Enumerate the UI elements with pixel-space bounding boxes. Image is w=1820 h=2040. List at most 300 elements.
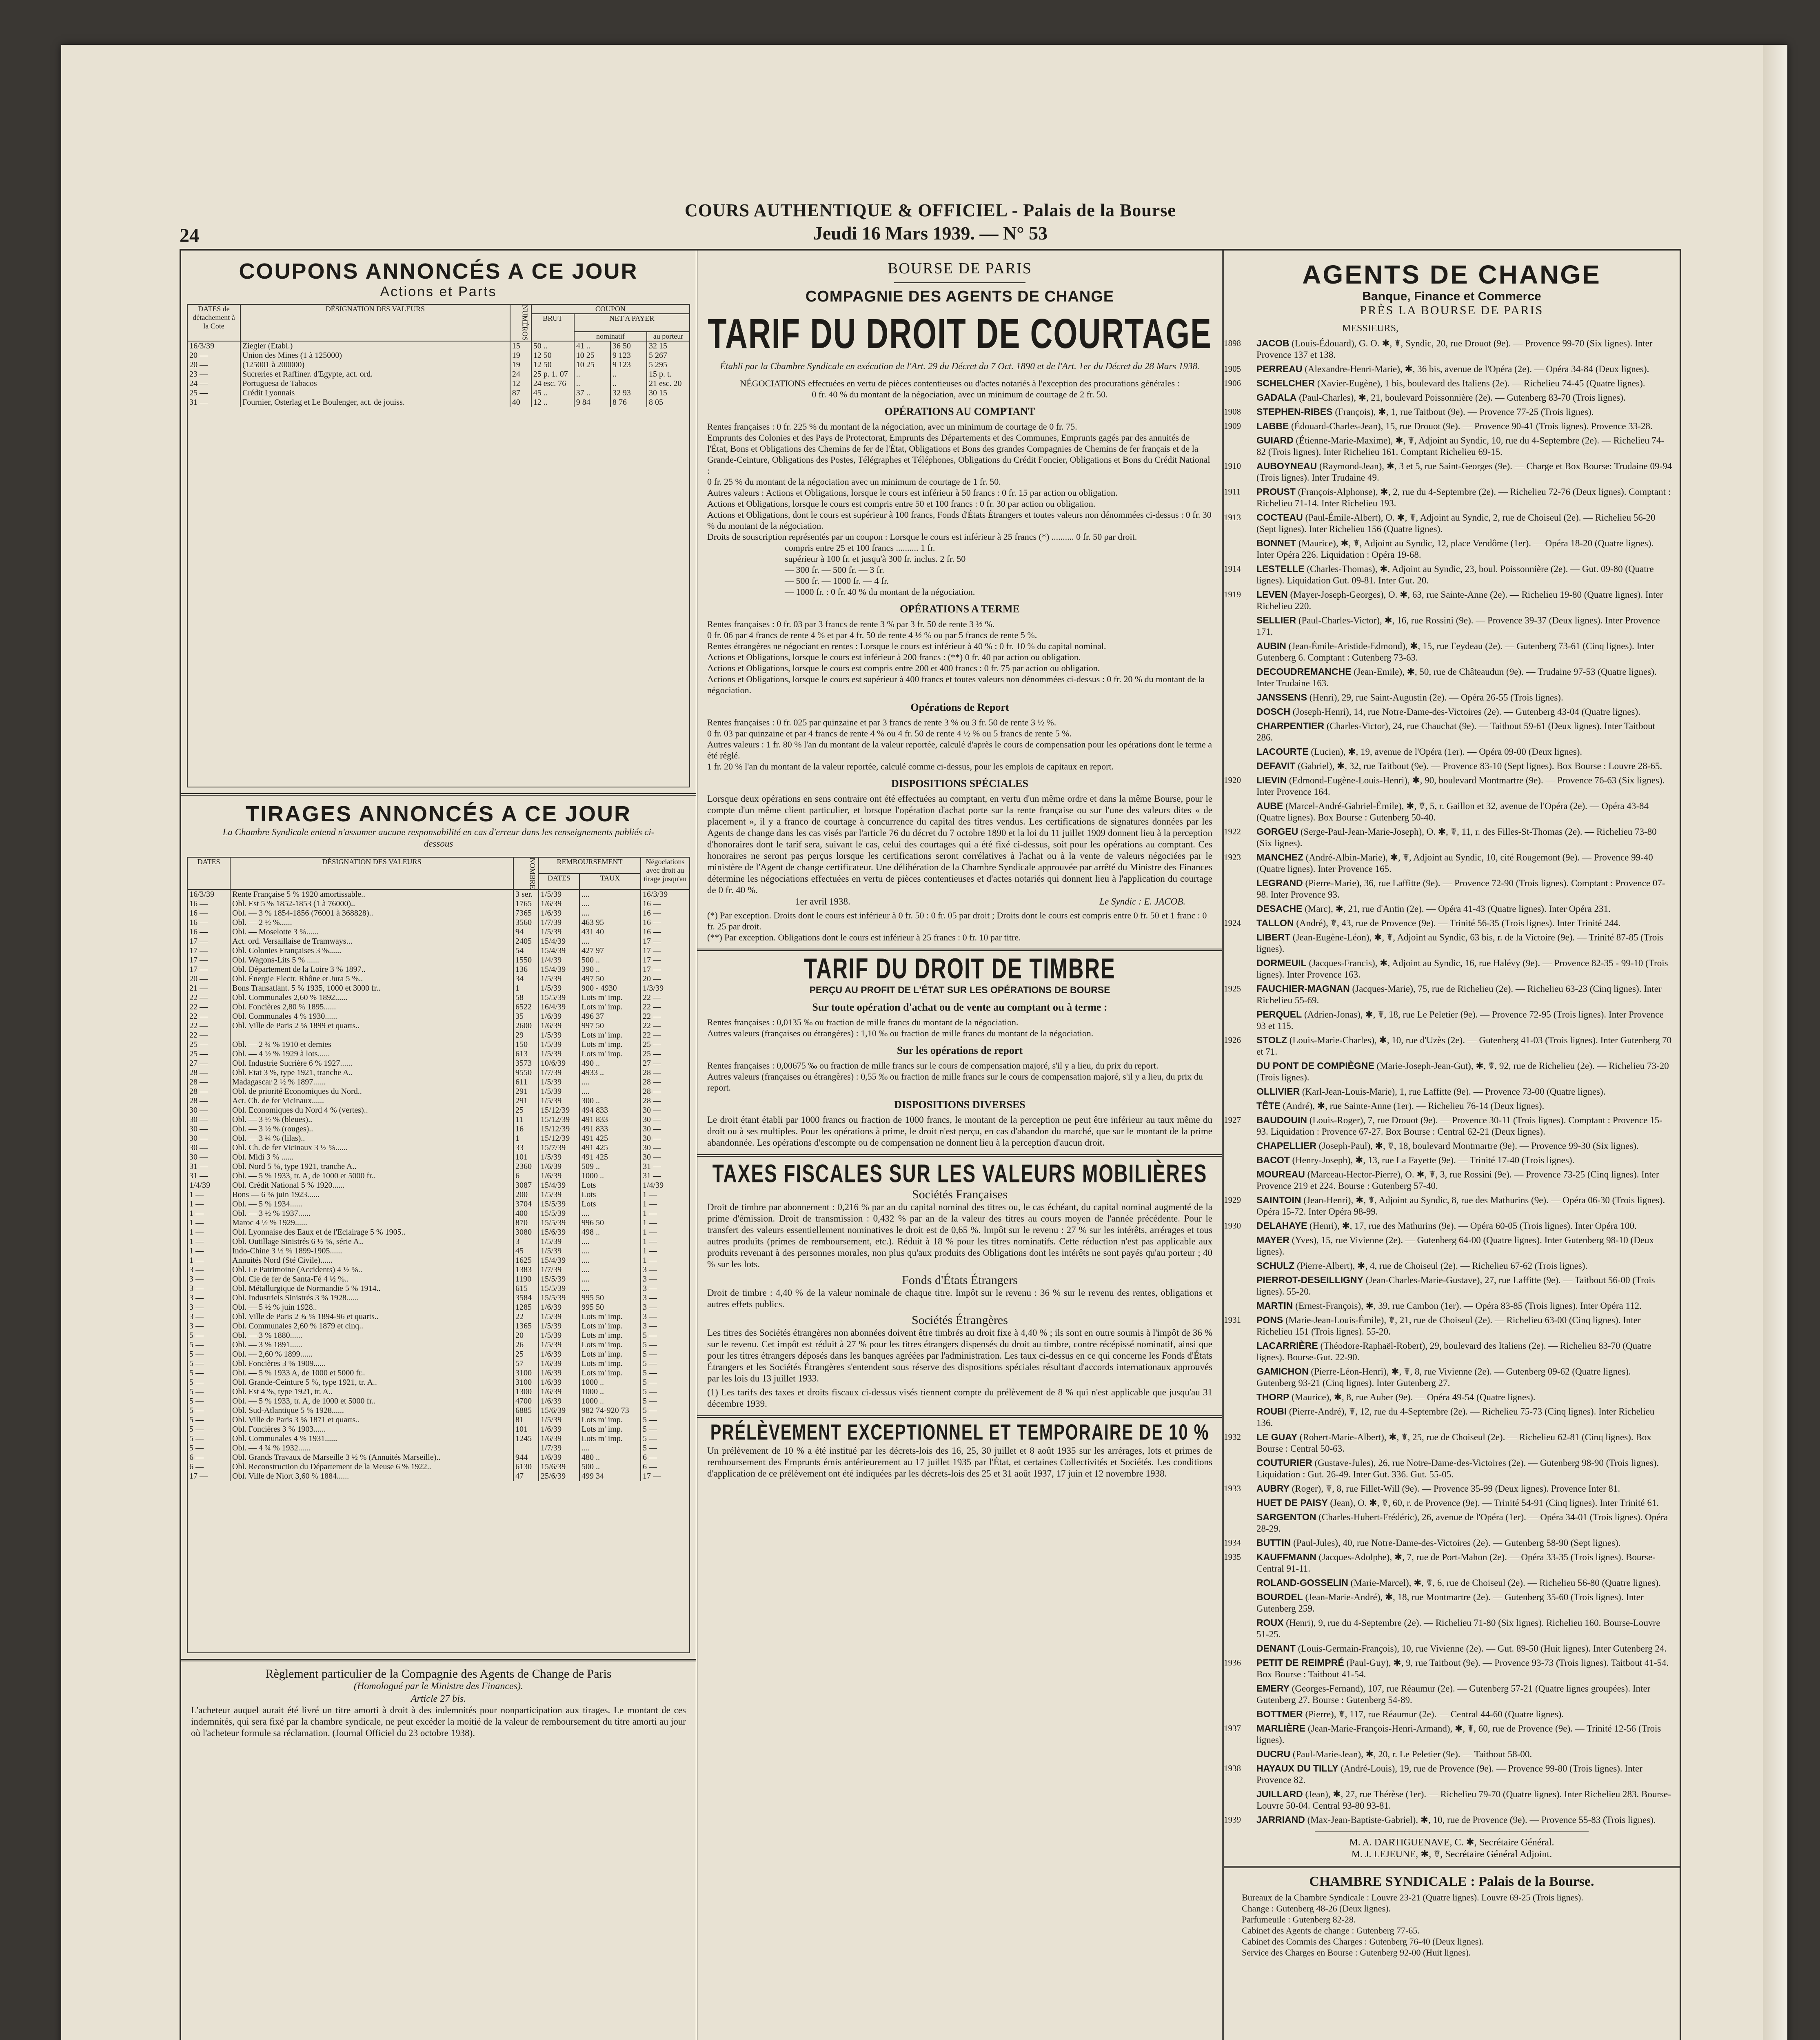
agent-text — [1256, 760, 1672, 772]
footnote: (**) Par exception. Obligations dont le cours est inférieur à 25 francs : 0 fr. 10 par titre. — [707, 932, 1021, 942]
agent-entry — [1224, 1657, 1680, 1680]
agent-text — [1256, 1009, 1672, 1032]
coupon-cell: 45 .. — [531, 388, 574, 398]
agent-text — [1256, 486, 1672, 509]
agent-entry — [1224, 720, 1680, 743]
tirage-cell: .... — [579, 1275, 641, 1284]
tirage-cell: 300 .. — [579, 1096, 641, 1106]
tirage-cell: Obl. Communales 2,60 % 1892...... — [230, 993, 513, 1002]
tirage-row — [187, 1444, 690, 1453]
agent-details: (Charles-Victor), 24, rue Chauchat (9e). — Taitbout 59-61 (Deux lignes). Inter Taitbout 286. — [1256, 721, 1655, 743]
tirage-cell: Obl. — 4 ¾ % 1932...... — [230, 1444, 513, 1453]
tirage-cell: Obl. — 3 % 1880...... — [230, 1331, 513, 1340]
tirage-cell: 3 — — [641, 1265, 690, 1275]
tirage-cell: 613 — [513, 1049, 539, 1059]
agent-name: ROLAND-GOSSELIN — [1256, 1577, 1348, 1588]
tirage-cell: 15/12/39 — [539, 1115, 579, 1124]
tirage-cell: 25 — — [641, 1040, 690, 1049]
tirage-cell: 1/5/39 — [539, 1415, 579, 1425]
agent-entry — [1224, 1551, 1680, 1574]
tirage-cell: Obl. — 5 % 1933 A, de 1000 et 5000 fr.. — [230, 1368, 513, 1378]
col-rb-taux: TAUX — [579, 874, 641, 890]
agent-details: (André), ☤, 43, rue de Provence (9e). — Trinité 56-35 (Trois lignes). Inter Trinité 244. — [1296, 918, 1621, 928]
tirage-cell: .... — [579, 1256, 641, 1265]
agent-details: (Ernest-François), ✱, 39, rue Cambon (1er). — Opéra 83-85 (Trois lignes). Inter Opéra 112. — [1295, 1301, 1642, 1311]
tirage-row — [187, 1246, 690, 1256]
etrangeres-title: Sociétés Étrangères — [912, 1313, 1008, 1327]
tirage-cell: 54 — [513, 946, 539, 956]
coupons-table — [187, 304, 690, 407]
tirage-row — [187, 1059, 690, 1068]
tirage-row — [187, 899, 690, 909]
coupon-cell: 19 — [510, 360, 531, 370]
report-item: 0 fr. 03 par quinzaine et par 4 francs de rente 4 % ou 4 fr. 50 de rente 4 ½ % ou 5 francs de rente 5 %. — [707, 728, 1072, 738]
tirage-cell: 15/12/39 — [539, 1134, 579, 1143]
agent-details: (Xavier-Eugène), 1 bis, boulevard des Italiens (2e). — Richelieu 74-45 (Quatre lignes). — [1317, 378, 1645, 388]
tirage-cell: Obl. Énergie Electr. Rhône et Jura 5 %.. — [230, 974, 513, 984]
agent-details: (Maurice), ✱, ☤, Adjoint au Syndic, 12, place Vendôme (1er). — Opéra 18-20 (Quatre lignes). Inter Opéra 226. Liquidation : Opéra 19-68. — [1256, 538, 1654, 560]
tirage-cell: 1/5/39 — [539, 984, 579, 993]
tirage-cell: 1/6/39 — [539, 899, 579, 909]
timbre-report-item: Rentes françaises : 0,00675 ‰ ou fraction de mille francs sur le cours de compensation majoré, s'il y a lieu, du prix du report. — [707, 1060, 1159, 1071]
coupon-row — [187, 388, 690, 398]
tirage-cell: 16/4/39 — [539, 1002, 579, 1012]
tirage-cell: 3 — — [187, 1275, 230, 1284]
coupon-cell: 5 267 — [647, 351, 690, 360]
agent-name: TÊTE — [1256, 1100, 1281, 1111]
tirage-cell: 15/5/39 — [539, 1209, 579, 1218]
tirage-cell: .... — [579, 1087, 641, 1096]
negociations-rate: 0 fr. 40 % du montant de la négociation, avec un minimum de courtage de 2 fr. 50. — [812, 389, 1108, 399]
comptant-item: 0 fr. 25 % du montant de la négociation avec un minimum de courtage de 1 fr. 50. — [707, 477, 1001, 487]
tirage-cell: Obl. — 3 % 1854-1856 (76001 à 368828).. — [230, 909, 513, 918]
tirage-cell: 390 .. — [579, 965, 641, 974]
tirage-cell: Obl. — 5 % 1933, tr. A, de 1000 et 5000 fr.. — [230, 1397, 513, 1406]
agent-text — [1256, 460, 1672, 483]
tirage-cell: 29 — [513, 1031, 539, 1040]
agent-name: SAINTOIN — [1256, 1195, 1301, 1205]
coupon-row — [187, 341, 690, 351]
agent-details: (Pierre-André), ☤, 12, rue du 4-Septembre (2e). — Richelieu 75-73 (Cinq lignes). Inter Richelieu 136. — [1256, 1406, 1655, 1428]
coupon-cell: 10 25 — [574, 360, 610, 370]
agent-name: DEFAVIT — [1256, 761, 1296, 771]
tirage-cell: 494 833 — [579, 1106, 641, 1115]
tirage-cell: 45 — [513, 1246, 539, 1256]
tirage-cell: 1 — [513, 1134, 539, 1143]
agent-details: (Max-Jean-Baptiste-Gabriel), ✱, 10, rue de Provence (9e). — Provence 55-83 (Trois lignes). — [1307, 1815, 1656, 1825]
tirage-row — [187, 1087, 690, 1096]
tirage-cell: 27 — — [187, 1059, 230, 1068]
agent-text — [1256, 1086, 1672, 1098]
bourse-title: BOURSE DE PARIS — [888, 260, 1032, 277]
tirage-cell: 17 — — [187, 946, 230, 956]
tirage-cell: Rente Française 5 % 1920 amortissable.. — [230, 889, 513, 899]
agent-text — [1256, 706, 1672, 718]
agent-name: DORMEUIL — [1256, 958, 1307, 968]
tirage-cell: 4700 — [513, 1397, 539, 1406]
agent-details: (Yves), 15, rue Vivienne (2e). — Gutenberg 64-00 (Quatre lignes). Inter Gutenberg 98-10 (Deux lignes). — [1256, 1235, 1654, 1257]
tirage-cell: 870 — [513, 1218, 539, 1228]
agent-year: 1924 — [1224, 918, 1241, 928]
tirage-cell: 21 — — [187, 984, 230, 993]
agents-subtitle: Banque, Finance et Commerce — [1362, 290, 1541, 303]
coupon-cell: 32 93 — [610, 388, 647, 398]
tirage-cell: 491 425 — [579, 1134, 641, 1143]
agent-year: 1910 — [1224, 461, 1241, 471]
tirage-cell: Obl. — 5 % 1934...... — [230, 1200, 513, 1209]
tirage-cell: 291 — [513, 1087, 539, 1096]
tirage-cell: 996 50 — [579, 1218, 641, 1228]
agent-entry — [1224, 1788, 1680, 1812]
agent-name: DENANT — [1256, 1643, 1296, 1654]
tirage-row — [187, 1397, 690, 1406]
tirage-cell: 30 — — [187, 1124, 230, 1134]
tirage-cell: 136 — [513, 965, 539, 974]
tirage-cell: .... — [579, 1246, 641, 1256]
secretaire-general: M. A. DARTIGUENAVE, C. ✱, Secrétaire Général. — [1349, 1837, 1554, 1848]
tirage-cell: 9550 — [513, 1068, 539, 1078]
agent-name: SCHELCHER — [1256, 378, 1315, 388]
chambre-title: CHAMBRE SYNDICALE : Palais de la Bourse. — [1309, 1874, 1594, 1889]
tirage-cell: .... — [579, 1237, 641, 1246]
agent-entry — [1224, 589, 1680, 612]
agent-year: 1905 — [1224, 364, 1241, 374]
tirage-cell: Obl. Foncières 3 % 1909...... — [230, 1359, 513, 1368]
tirage-cell: 4933 .. — [579, 1068, 641, 1078]
tirage-cell: 1190 — [513, 1275, 539, 1284]
agent-entry — [1224, 1537, 1680, 1549]
tirage-cell: 5 — — [187, 1359, 230, 1368]
agent-text — [1256, 435, 1672, 458]
tirage-cell: Lots — [579, 1200, 641, 1209]
tirage-cell: 5 — — [187, 1387, 230, 1397]
agent-text — [1256, 1763, 1672, 1786]
tirages-table-spacer — [187, 1481, 690, 1653]
agent-entry — [1224, 1617, 1680, 1640]
tirage-cell: 2405 — [513, 937, 539, 946]
tirage-cell: Obl. — 3 % 1891...... — [230, 1340, 513, 1350]
tirage-row — [187, 1162, 690, 1171]
tirage-cell: 22 — — [187, 1031, 230, 1040]
tirage-cell: 1245 — [513, 1434, 539, 1444]
secretaire-adjoint: M. J. LEJEUNE, ✱, ☤, Secrétaire Général Adjoint. — [1351, 1849, 1552, 1860]
agent-name: PERQUEL — [1256, 1009, 1302, 1020]
tirage-cell: 25/6/39 — [539, 1472, 579, 1481]
tirage-cell: 17 — — [641, 956, 690, 965]
agent-entry — [1224, 1497, 1680, 1509]
tirage-cell: 15/5/39 — [539, 1284, 579, 1293]
tirage-cell: 3 — — [187, 1284, 230, 1293]
tirage-cell: 5 — — [641, 1368, 690, 1378]
agent-text — [1256, 1274, 1672, 1297]
tirage-cell: 5 — — [641, 1434, 690, 1444]
tirage-cell: 31 — — [641, 1162, 690, 1171]
tirage-cell: 3 — — [641, 1303, 690, 1312]
comptant-item: Rentes françaises : 0 fr. 225 % du montant de la négociation, avec un minimum de courtage de 0 fr. 75. — [707, 421, 1077, 432]
agent-text — [1256, 614, 1672, 638]
report-title: Opérations de Report — [910, 701, 1009, 713]
tirage-cell: 22 — — [641, 1002, 690, 1012]
tirage-cell: 6885 — [513, 1406, 539, 1415]
tirage-cell: Lots m' imp. — [579, 1031, 641, 1040]
coupon-cell: .. — [610, 370, 647, 379]
agent-text — [1256, 1551, 1672, 1574]
tirage-cell: 30 — — [641, 1106, 690, 1115]
agent-details: (Louis-Édouard), G. O. ✱, ☤, Syndic, 20, rue Drouot (9e). — Provence 99-70 (Six lignes). Inter Provence 137 et 138. — [1256, 338, 1653, 360]
agent-entry — [1224, 1114, 1680, 1138]
agent-details: (Marie-Joseph-Jean-Gut), ✱, ☤, 92, rue de Richelieu (2e). — Richelieu 73-20 (Trois lignes). — [1256, 1061, 1669, 1082]
report-item: 1 fr. 20 % l'an du montant de la valeur reportée, calculé comme ci-dessus, pour les emplois de capitaux en report. — [707, 761, 1114, 772]
agent-text — [1256, 957, 1672, 980]
tirage-row — [187, 1275, 690, 1284]
agent-details: (Paul-Marie-Jean), ✱, 20, r. Le Peletier (9e). — Taitbout 58-00. — [1292, 1749, 1532, 1759]
tirage-cell: Obl. — 5 % 1933, tr. A, de 1000 et 5000 fr.. — [230, 1171, 513, 1181]
tirage-row — [187, 1331, 690, 1340]
tirage-row — [187, 1368, 690, 1378]
terme-item: Rentes françaises : 0 fr. 03 par 3 francs de rente 3 % par 3 fr. 50 de rente 3 ½ %. — [707, 619, 995, 629]
timbre-report-item: Autres valeurs (françaises ou étrangères) : 0,55 ‰ ou fraction de mille francs sur le cours de compensation majoré, s'il y a lieu, du prix du report. — [707, 1071, 1203, 1093]
tirage-cell: 1/5/39 — [539, 1153, 579, 1162]
coupon-cell: 24 — — [187, 379, 240, 388]
tirage-row — [187, 1425, 690, 1434]
reglement-title: Règlement particulier de la Compagnie des Agents de Change de Paris — [265, 1667, 612, 1681]
tirage-cell: 1/3/39 — [641, 984, 690, 993]
agent-text — [1256, 1708, 1672, 1720]
tirage-cell: 15/6/39 — [539, 1228, 579, 1237]
tirage-cell: .... — [579, 937, 641, 946]
agent-name: BUTTIN — [1256, 1537, 1291, 1548]
tirage-cell: 28 — — [641, 1068, 690, 1078]
col-designation: DÉSIGNATION DES VALEURS — [240, 304, 510, 341]
tirage-cell: Obl. Foncières 3 % 1903...... — [230, 1425, 513, 1434]
tirage-row — [187, 1256, 690, 1265]
tirage-cell: Lots — [579, 1190, 641, 1200]
tirage-cell: 1300 — [513, 1387, 539, 1397]
tirage-cell: 15/5/39 — [539, 993, 579, 1002]
tirage-row — [187, 1153, 690, 1162]
tirage-cell: 20 — [513, 1331, 539, 1340]
etrangeres-text: Les titres des Sociétés étrangères non abonnées doivent être timbrés au droit fixe à 4,40 % ; ils sont en outre soumis à l'impôt de 36 % sur le revenu. Cet impôt est réduit à 27 % pour les titres étrangers dispensés du droit au timbre, contre récépissé nominatif, ainsi que pour les titres étrangers déposés dans les banques agréées par l'administration. Les taux ci-dessus en ce qui concerne les Fonds d'États Étrangers et les Sociétés Étrangères s'entendent sous réserve des dispositions spéciales résultant d'accords internationaux approuvés par les lois du 13 juillet 1933. — [707, 1328, 1212, 1384]
prelevement-title: PRÉLÈVEMENT EXCEPTIONNEL ET TEMPORAIRE DE 10 % — [710, 1420, 1210, 1445]
agent-name: AUBIN — [1256, 641, 1286, 651]
agent-name: BAUDOUIN — [1256, 1115, 1307, 1125]
coupon-cell: 15 — [510, 341, 531, 351]
tirage-row — [187, 1115, 690, 1124]
tirage-cell: 5 — — [641, 1350, 690, 1359]
tirage-row — [187, 1190, 690, 1200]
tirage-row — [187, 1181, 690, 1190]
agent-details: (Paul-Charles), ✱, 21, boulevard Poissonnière (2e). — Gutenberg 83-70 (Trois lignes). — [1299, 392, 1626, 403]
tirage-cell: Obl. Communales 4 % 1931...... — [230, 1434, 513, 1444]
tarif-footnotes — [697, 910, 1222, 943]
tirage-cell: .... — [579, 899, 641, 909]
tirage-cell: 3 — — [641, 1275, 690, 1284]
reglement-article: Article 27 bis. — [411, 1694, 466, 1705]
tirage-cell: 1/5/39 — [539, 1340, 579, 1350]
tirage-cell: 500 .. — [579, 1462, 641, 1472]
tirage-row — [187, 1012, 690, 1021]
agent-name: BOTTMER — [1256, 1709, 1303, 1719]
col-designation: DÉSIGNATION DES VALEURS — [230, 857, 513, 889]
tirage-cell: 27 — — [641, 1059, 690, 1068]
agent-details: (Louis-Marie-Charles), ✱, 10, rue d'Uzès (2e). — Gutenberg 41-03 (Trois lignes). Inter Gutenberg 70 et 71. — [1256, 1035, 1672, 1057]
tirage-cell: 3 — — [641, 1284, 690, 1293]
agent-details: (Marie-Jean-Louis-Émile), ☤, 21, rue de Choiseul (2e). — Richelieu 63-00 (Cinq lignes). Inter Richelieu 151 (Trois lignes). 55-20. — [1256, 1315, 1641, 1337]
agent-entry — [1224, 1034, 1680, 1058]
tirage-cell: 1365 — [513, 1322, 539, 1331]
tirage-cell: 30 — — [641, 1134, 690, 1143]
agent-details: (Raymond-Jean), ✱, 3 et 5, rue Saint-Georges (9e). — Charge et Box Bourse: Trudaine 09-94 (Trois lignes). Inter Trudaine 49. — [1256, 461, 1672, 483]
col-brut: BRUT — [531, 314, 574, 341]
tirage-row — [187, 1040, 690, 1049]
tirage-cell: 25 — [513, 1106, 539, 1115]
tirage-cell: .... — [579, 1284, 641, 1293]
agent-entry — [1224, 826, 1680, 849]
agent-text — [1256, 1723, 1672, 1746]
agent-name: STEPHEN-RIBES — [1256, 406, 1333, 417]
tirage-cell: 490 .. — [579, 1059, 641, 1068]
agent-name: LEGRAND — [1256, 878, 1303, 888]
agent-name: PETIT DE REIMPRÉ — [1256, 1657, 1344, 1668]
agent-text — [1256, 1748, 1672, 1760]
agent-name: JARRIAND — [1256, 1814, 1305, 1825]
tirage-cell: 6 — — [641, 1462, 690, 1472]
tirage-cell: 5 — — [187, 1406, 230, 1415]
dispositions-title: DISPOSITIONS SPÉCIALES — [891, 778, 1028, 789]
agent-name: MARTIN — [1256, 1300, 1293, 1311]
coupon-cell: 9 123 — [610, 351, 647, 360]
agent-entry — [1224, 706, 1680, 718]
tirage-cell: 33 — [513, 1143, 539, 1153]
tirage-cell: 400 — [513, 1209, 539, 1218]
tirage-cell: 6 — [513, 1171, 539, 1181]
timbre-comptant-head: Sur toute opération d'achat ou de vente au comptant ou à terme : — [812, 1001, 1108, 1013]
agent-entry — [1224, 1194, 1680, 1217]
tirage-cell: Lots m' imp. — [579, 1322, 641, 1331]
agent-year: 1939 — [1224, 1815, 1241, 1825]
tirage-cell: 15/4/39 — [539, 946, 579, 956]
agent-entry — [1224, 1643, 1680, 1654]
report-list — [697, 717, 1222, 772]
agent-name: MAYER — [1256, 1235, 1290, 1245]
tirage-cell: Bons — 6 % juin 1923...... — [230, 1190, 513, 1200]
agent-details: (Paul-Émile-Albert), O. ✱, ☤, Adjoint au Syndic, 2, rue de Choiseul (2e). — Richelieu 56-20 (Sept lignes). Inter Richelieu 156 (Quatre lignes). — [1256, 512, 1656, 534]
tirage-cell: 31 — — [187, 1162, 230, 1171]
agent-details: (André-Louis), 19, rue de Provence (9e). — Provence 99-80 (Trois lignes). Inter Provence 82. — [1256, 1763, 1642, 1785]
tirage-cell: 615 — [513, 1284, 539, 1293]
prelevement-text: Un prélèvement de 10 % a été institué par les décrets-lois des 16, 25, 30 juillet et 8 août 1935 sur les arrérages, lots et primes de remboursement des Emprunts émis antérieurement au 17 juillet 1935 par l'État, et certaines Collectivités et Sociétés. Les conditions d'application de ce prélèvement ont été indiquées par les décrets-lois des 25 et 31 août 1937, 17 juin et 12 novembre 1938. — [707, 1446, 1212, 1479]
chambre-line: Cabinet des Commis des Charges : Gutenberg 76-40 (Deux lignes). — [1242, 1936, 1484, 1947]
tirage-row — [187, 1106, 690, 1115]
coupon-cell: 23 — — [187, 370, 240, 379]
tirage-cell: 1/6/39 — [539, 1378, 579, 1387]
tirage-cell: Obl. — 4 ½ % 1929 à lots...... — [230, 1049, 513, 1059]
timbre-report-list — [697, 1060, 1222, 1093]
agent-entry — [1224, 640, 1680, 663]
agent-text — [1256, 1657, 1672, 1680]
agent-entry — [1224, 983, 1680, 1006]
souscription-item: supérieur à 100 fr. et jusqu'à 300 fr. inclus. 2 fr. 50 — [785, 554, 966, 564]
agent-year: 1908 — [1224, 407, 1241, 417]
tirage-cell: 1/6/39 — [539, 1359, 579, 1368]
tirage-cell: 16/3/39 — [187, 889, 230, 899]
timbre-title: TARIF DU DROIT DE TIMBRE — [804, 953, 1116, 985]
tirage-cell: Obl. — 3 ½ % 1937...... — [230, 1209, 513, 1218]
tirage-cell: 1/5/39 — [539, 974, 579, 984]
agent-entry — [1224, 877, 1680, 900]
agent-details: (Serge-Paul-Jean-Marie-Joseph), O. ✱, ☤, 11, r. des Filles-St-Thomas (2e). — Richelieu 73-80 (Six lignes). — [1256, 827, 1657, 848]
agent-entry — [1224, 1314, 1680, 1337]
agent-name: PERREAU — [1256, 364, 1303, 374]
agent-text — [1256, 640, 1672, 663]
tirage-cell: Obl. Nord 5 %, type 1921, tranche A.. — [230, 1162, 513, 1171]
agent-text — [1256, 1577, 1672, 1589]
tirage-cell: 1 — — [187, 1190, 230, 1200]
tirage-cell: 30 — — [641, 1124, 690, 1134]
agent-text — [1256, 1060, 1672, 1083]
coupon-cell: 20 — — [187, 351, 240, 360]
coupon-cell: 32 15 — [647, 341, 690, 351]
coupon-cell: Sucreries et Raffiner. d'Egypte, act. ord. — [240, 370, 510, 379]
tirage-cell: 30 — — [187, 1143, 230, 1153]
agent-entry — [1224, 931, 1680, 955]
agent-details: (François-Alphonse), ✱, 2, rue du 4-Septembre (2e). — Richelieu 72-76 (Deux lignes). Comptant : Richelieu 71-14. Inter Richelieu 193. — [1256, 487, 1671, 508]
agent-details: (Jacques-Marie), 75, rue de Richelieu (2e). — Richelieu 63-23 (Cinq lignes). Inter Richelieu 55-69. — [1256, 984, 1662, 1005]
tirage-cell: 1 — — [187, 1218, 230, 1228]
tirage-cell: 3 — — [187, 1322, 230, 1331]
tirage-row — [187, 1284, 690, 1293]
tirage-row — [187, 1340, 690, 1350]
terme-item: Actions et Obligations, lorsque le cours est compris entre 200 et 400 francs : 0 fr. 75 par action ou obligation. — [707, 663, 1100, 673]
tirage-cell: 1/6/39 — [539, 909, 579, 918]
tirage-cell: Lots m' imp. — [579, 1368, 641, 1378]
tirage-cell: 5 — — [187, 1415, 230, 1425]
tirage-cell: 15/12/39 — [539, 1106, 579, 1115]
tirage-cell: Lots m' imp. — [579, 993, 641, 1002]
tirage-cell: 7365 — [513, 909, 539, 918]
agent-entry — [1224, 760, 1680, 772]
agent-details: (Étienne-Marie-Maxime), ✱, ☤, Adjoint au Syndic, 10, rue du 4-Septembre (2e). — Richelieu 74-82 (Trois lignes). Inter Richelieu 161. Comptant Richelieu 69-15. — [1256, 435, 1665, 457]
tirage-cell: 491 833 — [579, 1115, 641, 1124]
tirage-row — [187, 909, 690, 918]
tirage-cell: 1 — — [641, 1218, 690, 1228]
agent-details: (Alexandre-Henri-Marie), ✱, 36 bis, avenue de l'Opéra (2e). — Opéra 34-84 (Deux lignes). — [1305, 364, 1649, 374]
agent-entry — [1224, 1366, 1680, 1389]
comptant-item: Droits de souscription représentés par un coupon : Lorsque le cours est inférieur à 25 francs (*) .......... 0 fr. 50 par droit. — [707, 532, 1137, 542]
agent-name: COUTURIER — [1256, 1457, 1312, 1468]
agent-text — [1256, 1314, 1672, 1337]
souscription-item: — 300 fr. — 500 fr. — 3 fr. — [785, 565, 884, 575]
tirage-row — [187, 1406, 690, 1415]
agent-text — [1256, 1340, 1672, 1363]
tirage-cell: 1 — [513, 984, 539, 993]
tirage-cell: Lots m' imp. — [579, 1331, 641, 1340]
tirage-cell: 997 50 — [579, 1021, 641, 1031]
tirage-cell: 22 — — [641, 993, 690, 1002]
agent-details: (Lucien), ✱, 19, avenue de l'Opéra (1er). — Opéra 09-00 (Deux lignes). — [1311, 747, 1583, 757]
agent-entry — [1224, 1483, 1680, 1495]
agent-year: 1920 — [1224, 775, 1241, 785]
tirage-row — [187, 984, 690, 993]
col-cotation: Négociations avec droit au tirage jusqu'au — [641, 857, 690, 889]
tirage-cell: 25 — [513, 1350, 539, 1359]
agent-details: (Joseph-Henri), 14, rue Notre-Dame-des-Victoires (2e). — Gutenberg 43-04 (Quatre lignes). — [1292, 707, 1640, 717]
agent-year: 1913 — [1224, 512, 1241, 522]
tirage-cell: 1/6/39 — [539, 1162, 579, 1171]
tirage-cell: Obl. Outillage Sinistrés 6 ½ %, série A.. — [230, 1237, 513, 1246]
agent-name: OLLIVIER — [1256, 1086, 1300, 1097]
coupon-cell: 25 — — [187, 388, 240, 398]
